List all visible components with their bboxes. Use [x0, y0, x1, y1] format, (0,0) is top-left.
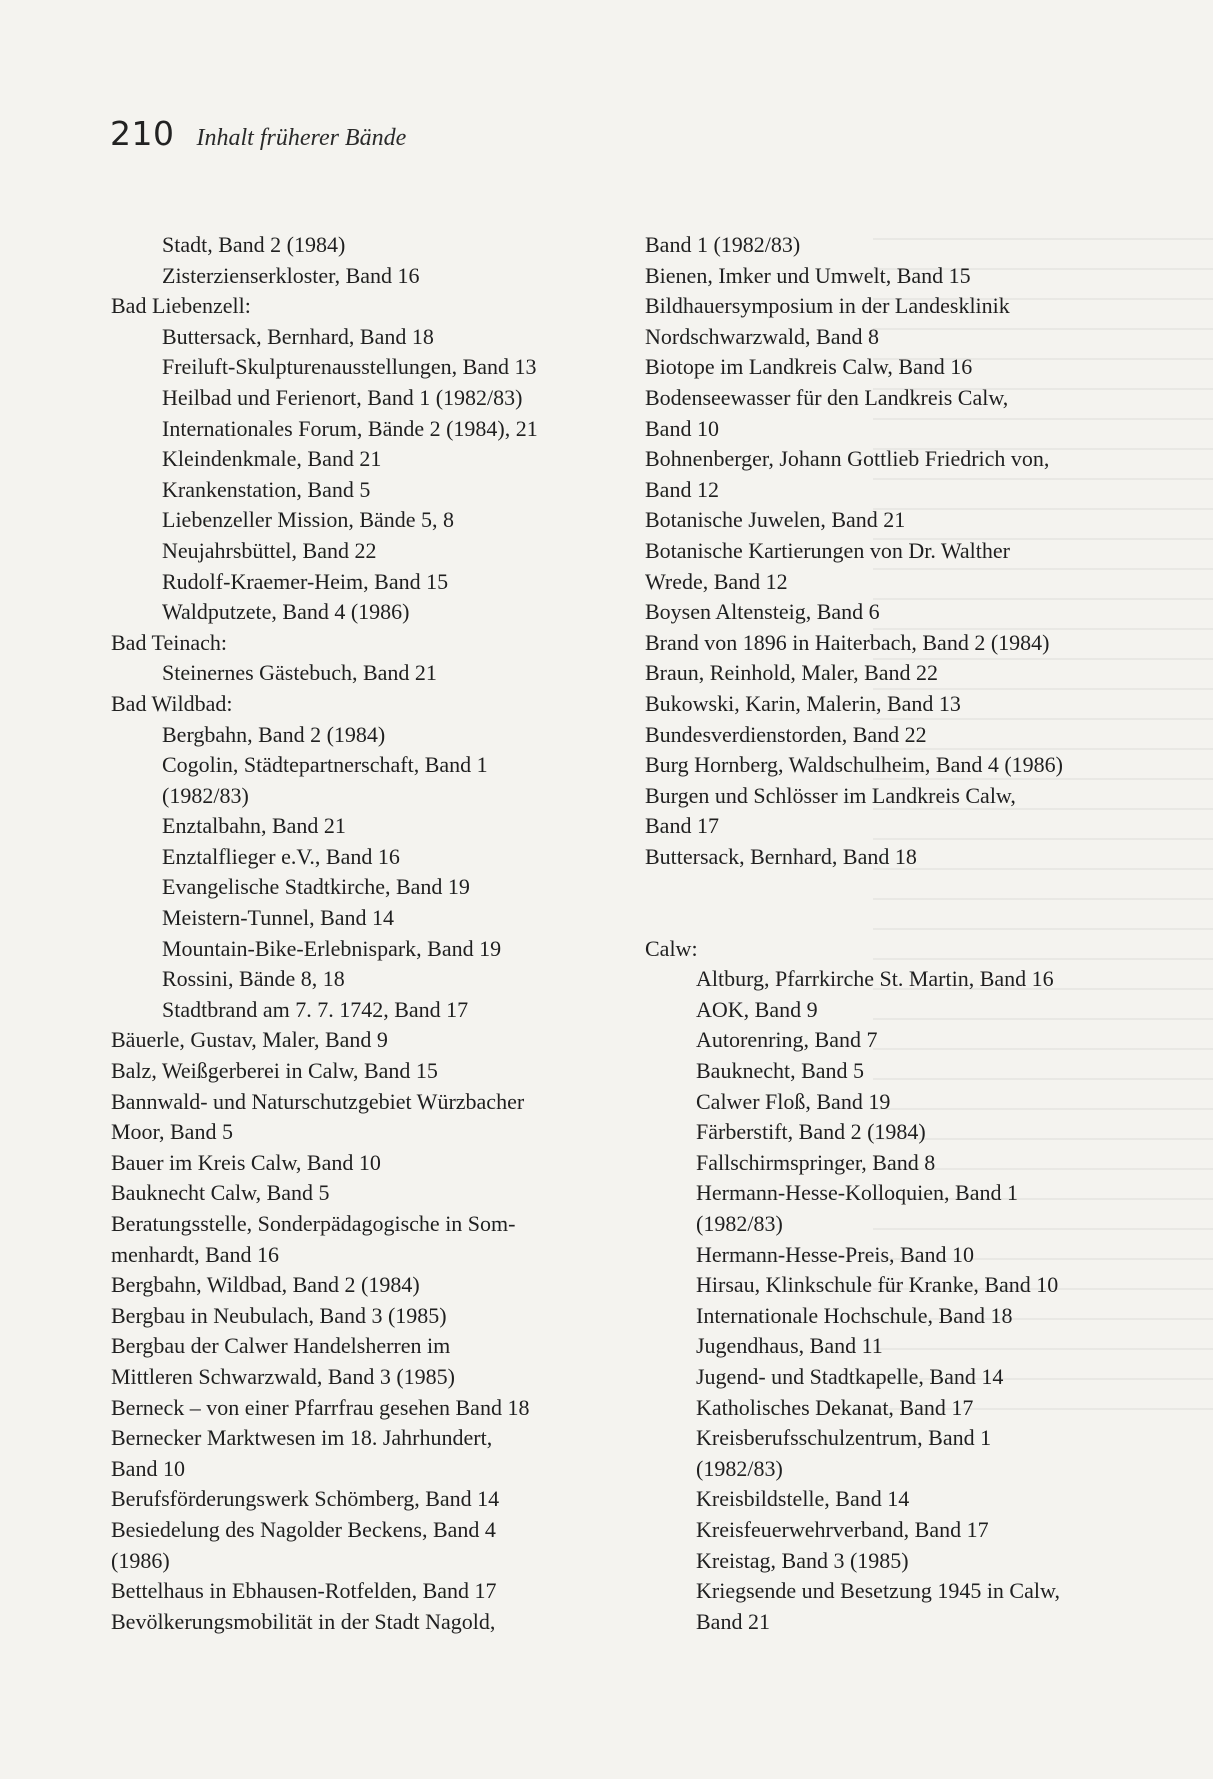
index-entry: Band 21 [696, 1608, 770, 1634]
index-heading: Bad Liebenzell: [111, 293, 251, 319]
index-entry: Braun, Reinhold, Maler, Band 22 [645, 660, 939, 686]
index-entry: Fallschirmspringer, Band 8 [696, 1149, 936, 1175]
index-entry: Katholisches Dekanat, Band 17 [696, 1394, 974, 1420]
index-entry: Band 12 [645, 476, 719, 502]
index-entry: (1986) [111, 1547, 170, 1573]
index-entry: Jugend- und Stadtkapelle, Band 14 [696, 1363, 1004, 1389]
index-entry: Mountain-Bike-Erlebnispark, Band 19 [162, 935, 502, 961]
index-entry: Autorenring, Band 7 [696, 1027, 878, 1053]
index-entry: Buttersack, Bernhard, Band 18 [162, 323, 434, 349]
index-entry: Waldputzete, Band 4 (1986) [162, 599, 410, 625]
index-entry: Botanische Kartierungen von Dr. Walther [645, 537, 1010, 563]
index-entry: Internationales Forum, Bände 2 (1984), 21 [162, 415, 538, 441]
page-header [110, 114, 406, 153]
index-entry: Bienen, Imker und Umwelt, Band 15 [645, 262, 971, 288]
index-entry: Buttersack, Bernhard, Band 18 [645, 843, 917, 869]
index-entry: Hermann-Hesse-Preis, Band 10 [696, 1241, 974, 1267]
index-entry: Hirsau, Klinkschule für Kranke, Band 10 [696, 1272, 1059, 1298]
index-entry: Boysen Altensteig, Band 6 [645, 599, 880, 625]
index-entry: Zisterzienserkloster, Band 16 [162, 262, 420, 288]
index-entry: Bannwald- und Naturschutzgebiet Würzbacher [111, 1088, 525, 1114]
index-entry: Bodenseewasser für den Landkreis Calw, [645, 384, 1009, 410]
index-heading: Bad Teinach: [111, 629, 227, 655]
index-entry: Band 10 [111, 1455, 185, 1481]
index-entry: Krankenstation, Band 5 [162, 476, 371, 502]
index-entry: Bergbahn, Wildbad, Band 2 (1984) [111, 1272, 420, 1298]
index-entry: Bergbau der Calwer Handelsherren im [111, 1333, 451, 1359]
index-entry: Bergbau in Neubulach, Band 3 (1985) [111, 1302, 447, 1328]
index-entry: Bäuerle, Gustav, Maler, Band 9 [111, 1027, 388, 1053]
index-entry: Bevölkerungsmobilität in der Stadt Nagold, [111, 1608, 496, 1634]
section-gap [645, 872, 1135, 903]
index-entry: Bundesverdienstorden, Band 22 [645, 721, 927, 747]
index-entry: Balz, Weißgerberei in Calw, Band 15 [111, 1058, 438, 1084]
index-entry: menhardt, Band 16 [111, 1241, 280, 1267]
index-entry: Rossini, Bände 8, 18 [162, 966, 345, 992]
index-entry: Moor, Band 5 [111, 1119, 233, 1145]
index-entry: Burgen und Schlösser im Landkreis Calw, [645, 782, 1016, 808]
section-gap [645, 903, 1135, 934]
index-entry: Stadt, Band 2 (1984) [162, 232, 346, 257]
index-entry: Liebenzeller Mission, Bände 5, 8 [162, 507, 455, 533]
index-entry: Steinernes Gästebuch, Band 21 [162, 660, 437, 686]
index-entry: Bernecker Marktwesen im 18. Jahrhundert, [111, 1425, 493, 1451]
index-entry: Meistern-Tunnel, Band 14 [162, 905, 395, 931]
index-entry: Bettelhaus in Ebhausen-Rotfelden, Band 17 [111, 1578, 497, 1604]
index-entry: Bergbahn, Band 2 (1984) [162, 721, 386, 747]
index-entry: Cogolin, Städtepartnerschaft, Band 1 [162, 752, 488, 778]
index-entry: Band 1 (1982/83) [645, 232, 801, 257]
index-entry: Neujahrsbüttel, Band 22 [162, 537, 377, 563]
index-entry: Bauer im Kreis Calw, Band 10 [111, 1149, 381, 1175]
index-heading: Bad Wildbad: [111, 690, 233, 716]
index-entry: Berneck – von einer Pfarrfrau gesehen Band 18 [111, 1394, 530, 1420]
right-column [645, 230, 1135, 1637]
index-entry: Brand von 1896 in Haiterbach, Band 2 (1984) [645, 629, 1050, 655]
index-entry: Burg Hornberg, Waldschulheim, Band 4 (1986) [645, 752, 1064, 778]
index-entry: Bohnenberger, Johann Gottlieb Friedrich von, [645, 446, 1050, 472]
index-entry: Band 17 [645, 813, 719, 839]
index-entry: Nordschwarzwald, Band 8 [645, 323, 879, 349]
index-entry: Besiedelung des Nagolder Beckens, Band 4 [111, 1516, 496, 1542]
index-entry: Stadtbrand am 7. 7. 1742, Band 17 [162, 996, 469, 1022]
index-entry: Kriegsende und Besetzung 1945 in Calw, [696, 1578, 1060, 1604]
index-entry: Altburg, Pfarrkirche St. Martin, Band 16 [696, 966, 1054, 992]
index-entry: Enztalbahn, Band 21 [162, 813, 346, 839]
index-entry: Wrede, Band 12 [645, 568, 788, 594]
index-entry: Bukowski, Karin, Malerin, Band 13 [645, 690, 961, 716]
index-entry: Beratungsstelle, Sonderpädagogische in Som- [111, 1211, 516, 1236]
index-entry: Kleindenkmale, Band 21 [162, 446, 382, 472]
index-entry: Calwer Floß, Band 19 [696, 1088, 891, 1114]
page-number: 210 [110, 114, 175, 153]
index-entry: Enztalflieger e.V., Band 16 [162, 843, 400, 869]
index-entry: Biotope im Landkreis Calw, Band 16 [645, 354, 973, 380]
index-entry: Jugendhaus, Band 11 [696, 1333, 883, 1359]
index-entry: AOK, Band 9 [696, 996, 818, 1022]
index-entry: Hermann-Hesse-Kolloquien, Band 1 [696, 1180, 1018, 1206]
index-entry: Kreisbildstelle, Band 14 [696, 1486, 910, 1512]
index-entry: Bauknecht Calw, Band 5 [111, 1180, 330, 1206]
running-title: Inhalt früherer Bände [196, 125, 407, 151]
left-column [111, 230, 611, 1637]
index-entry: Freiluft-Skulpturenausstellungen, Band 13 [162, 354, 537, 380]
index-entry: Kreisfeuerwehrverband, Band 17 [696, 1516, 989, 1542]
index-entry: Bauknecht, Band 5 [696, 1058, 865, 1084]
index-heading: Calw: [645, 935, 698, 961]
index-entry: Kreisberufsschulzentrum, Band 1 [696, 1425, 992, 1451]
index-entry: Evangelische Stadtkirche, Band 19 [162, 874, 470, 900]
index-entry: Mittleren Schwarzwald, Band 3 (1985) [111, 1363, 455, 1389]
index-entry: (1982/83) [696, 1211, 783, 1236]
index-entry: (1982/83) [696, 1455, 783, 1481]
index-entry: Botanische Juwelen, Band 21 [645, 507, 906, 533]
index-entry: Färberstift, Band 2 (1984) [696, 1119, 926, 1145]
index-entry: (1982/83) [162, 782, 249, 808]
index-entry: Internationale Hochschule, Band 18 [696, 1302, 1013, 1328]
index-entry: Rudolf-Kraemer-Heim, Band 15 [162, 568, 449, 594]
index-entry: Heilbad und Ferienort, Band 1 (1982/83) [162, 384, 523, 410]
index-entry: Band 10 [645, 415, 719, 441]
index-entry: Kreistag, Band 3 (1985) [696, 1547, 909, 1573]
index-entry: Bildhauersymposium in der Landesklinik [645, 293, 1010, 319]
index-entry: Berufsförderungswerk Schömberg, Band 14 [111, 1486, 500, 1512]
